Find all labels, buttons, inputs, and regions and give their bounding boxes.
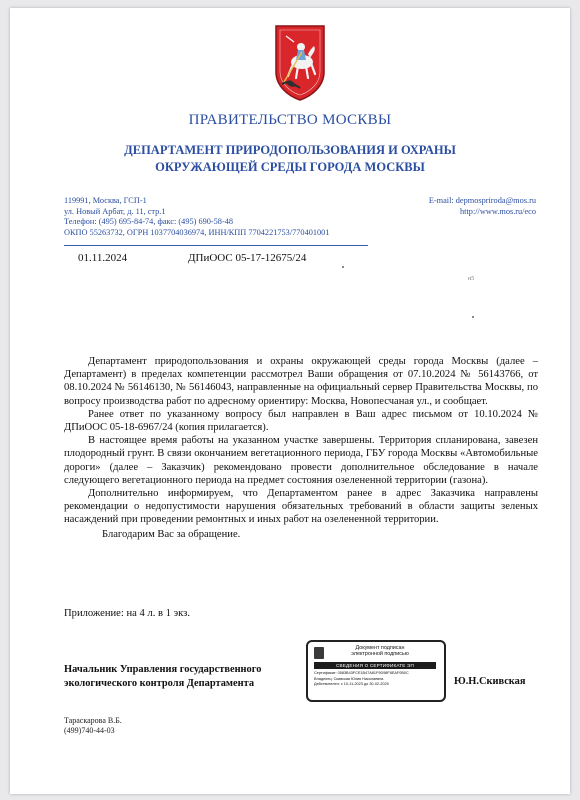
body-paragraph: В настоящее время работы на указанном участке завершены. Территория спланирована, завезен плодородный грунт. В связи окончанием вегетационного периода, ГБУ города Москвы «Автомобильные дороги» (далее – Заказчик) рекомендовано провести дополнительное обследование в начале следующего вегетационного периода на предмет состояния озелененной территории (газона). <box>64 435 538 486</box>
stamp-heading <box>338 645 422 658</box>
thanks-line: Благодарим Вас за обращение. <box>102 528 241 540</box>
address-line: ул. Новый Арбат, д. 11, стр.1 <box>64 206 166 216</box>
body-paragraph: Ранее ответ по указанному вопросу был направлен в Ваш адрес письмом от 10.10.2024 № ДПиООС 05-18-6967/24 (копия прилагается). <box>64 408 538 434</box>
scan-dot <box>342 266 344 268</box>
attachment-note: Приложение: на 4 л. в 1 экз. <box>64 608 190 619</box>
stamp-validity: Действителен: с 10-11-2023 до 30-02-2025 <box>314 682 389 687</box>
electronic-signature-stamp <box>306 640 446 702</box>
department-title-line1: ДЕПАРТАМЕНТ ПРИРОДОПОЛЬЗОВАНИЯ И ОХРАНЫ <box>124 143 456 157</box>
email-link[interactable]: E-mail: depmospriroda@mos.ru <box>428 196 536 205</box>
address-line: ОКПО 55263732, ОГРН 1037704036974, ИНН/КПП 7704221753/770401001 <box>64 227 330 237</box>
moscow-coat-of-arms-icon <box>272 22 328 102</box>
registration-date: 01.11.2024 <box>78 252 128 264</box>
department-contacts <box>429 196 536 217</box>
department-title <box>10 142 570 176</box>
executor-info <box>64 716 122 736</box>
registration-number: ДПиООС 05-17-12675/24 <box>188 252 307 264</box>
executor-phone: (499)740-44-03 <box>64 726 115 735</box>
stamp-owner: Владелец: Скивская Юлия Николаевна <box>314 676 384 681</box>
stamp-certificate: Сертификат: 0583B43FCE1B47A81F9D98F8EAF0B0C <box>314 671 409 675</box>
website-link[interactable]: http://www.mos.ru/eco <box>460 206 536 216</box>
scan-dot <box>472 316 474 318</box>
body-paragraph: Департамент природопользования и охраны окружающей среды города Москвы (далее – Департамент) в пределах компетенции рассмотрел Ваши обращения от 07.10.2024 № 56143766, от 08.10.2024 № 56146130, № 56146043, направленные на официальный сервер Правительства Москвы, по вопросу производства работ по адресному ориентиру: Москва, Новопесчаная ул., и сообщает. <box>64 356 538 407</box>
department-title-line2: ОКРУЖАЮЩЕЙ СРЕДЫ ГОРОДА МОСКВЫ <box>155 160 425 174</box>
stamp-certificate-bar: СВЕДЕНИЯ О СЕРТИФИКАТЕ ЭП <box>314 662 436 669</box>
signatory-title <box>64 663 261 691</box>
executor-name: Тараскарова В.Б. <box>64 716 122 725</box>
stamp-details <box>314 671 409 688</box>
address-line: Телефон: (495) 695-84-74, факс: (495) 690-58-48 <box>64 217 234 227</box>
government-title: ПРАВИТЕЛЬСТВО МОСКВЫ <box>188 112 392 128</box>
signatory-name: Ю.Н.Скивская <box>454 676 526 687</box>
address-line: 119991, Москва, ГСП-1 <box>64 196 147 205</box>
department-address-block <box>64 196 329 238</box>
signature-logo-icon <box>314 647 324 659</box>
stamp-line2: электронной подписью <box>351 651 409 658</box>
signatory-title-line2: экологического контроля Департамента <box>64 678 255 689</box>
letter-page <box>10 8 570 794</box>
corner-mark: н5 <box>468 276 475 282</box>
body-paragraph: Дополнительно информируем, что Департаментом ранее в адрес Заказчика направлены рекомендации о недопустимости нарушения обязательных требований в области защиты зеленых насаждений при проведении ремонтных и иных работ на озелененной территории. <box>64 488 538 526</box>
header-divider <box>64 245 368 246</box>
letter-body <box>64 355 538 541</box>
stamp-line1: Документ подписан <box>355 645 405 651</box>
signatory-title-line1: Начальник Управления государственного <box>64 664 262 675</box>
